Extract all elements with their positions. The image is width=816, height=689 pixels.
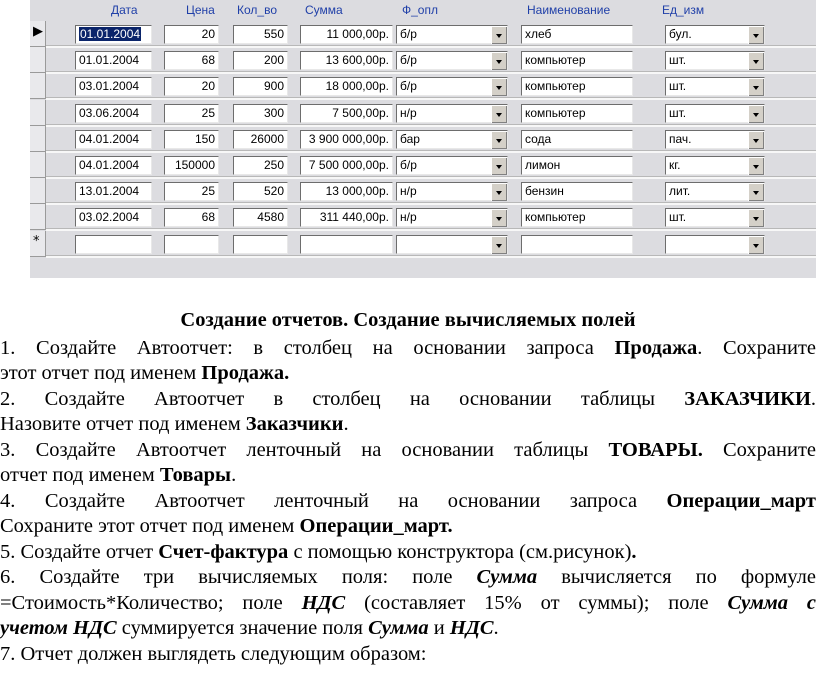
payment-dropdown[interactable] [396, 77, 508, 96]
item-number: 1. [0, 336, 37, 359]
item-text: Создайте три вычисляемых поля: поле [39, 566, 477, 588]
date-field[interactable]: 01.01.2004 [75, 51, 152, 70]
record-selector[interactable] [30, 100, 46, 126]
emphasis-text: Продажа. [201, 362, 290, 384]
chevron-down-icon [753, 34, 759, 38]
dropdown-button[interactable] [748, 209, 764, 227]
payment-dropdown-value: б/р [400, 158, 417, 172]
item-text: . [343, 413, 349, 435]
date-field[interactable]: 03.06.2004 [75, 104, 152, 123]
name-field[interactable]: компьютер [521, 51, 633, 70]
dropdown-button[interactable] [748, 157, 764, 175]
record-row [30, 152, 816, 179]
sum-field[interactable] [300, 235, 393, 254]
item-text: Назовите отчет под именем [0, 413, 246, 435]
item-text: . [231, 464, 237, 486]
price-field[interactable]: 150 [164, 130, 219, 149]
page-title: Создание отчетов. Создание вычисляемых полей [180, 309, 636, 331]
record-row [30, 73, 816, 100]
unit-dropdown[interactable] [665, 77, 765, 96]
record-selector[interactable] [30, 152, 46, 178]
chevron-down-icon [496, 139, 502, 143]
emphasis-text: ЗАКАЗЧИКИ [684, 387, 811, 410]
chevron-down-icon [753, 86, 759, 90]
item-text: и [428, 617, 450, 639]
chevron-down-icon [753, 244, 759, 248]
task-item-continuation [0, 514, 816, 540]
emphasis-text: Счет-фактура [158, 540, 289, 563]
header-name: Наименование [527, 3, 611, 17]
date-field[interactable] [75, 235, 152, 254]
unit-dropdown[interactable] [665, 156, 765, 175]
item-number: 6. [0, 566, 40, 588]
emphasis-text: Сумма [368, 617, 429, 639]
item-text: . Сохраните [697, 336, 816, 359]
name-field[interactable]: компьютер [521, 104, 633, 123]
task-item [0, 438, 816, 464]
item-text: Создайте Автоотчет в столбец на основании таблицы [44, 387, 685, 410]
chevron-down-icon [753, 165, 759, 169]
record-row [30, 204, 816, 231]
price-field[interactable]: 68 [164, 51, 219, 70]
chevron-down-icon [496, 113, 502, 117]
dropdown-button[interactable] [748, 26, 764, 44]
emphasis-text: . [631, 540, 637, 563]
payment-dropdown[interactable] [396, 104, 508, 123]
date-field[interactable]: 03.02.2004 [75, 208, 152, 227]
new-record-icon: * [33, 233, 40, 249]
chevron-down-icon [496, 86, 502, 90]
record-selector[interactable] [30, 47, 46, 73]
price-field[interactable]: 150000 [164, 156, 219, 175]
item-number: 7. [0, 642, 21, 665]
qty-field[interactable]: 250 [233, 156, 288, 175]
chevron-down-icon [496, 34, 502, 38]
record-selector[interactable] [30, 73, 46, 99]
payment-dropdown[interactable] [396, 235, 508, 254]
unit-dropdown-value: пач. [669, 131, 692, 146]
item-number: 5. [0, 540, 21, 563]
emphasis-text: НДС [449, 617, 494, 639]
payment-dropdown-value: н/р [400, 210, 417, 225]
item-text: . [493, 617, 499, 639]
dropdown-button[interactable] [491, 131, 507, 149]
item-text: Создайте Автоотчет: в столбец на основании запроса [36, 336, 615, 359]
payment-dropdown-value: бар [400, 131, 420, 146]
unit-dropdown-value: шт. [669, 53, 687, 68]
item-text: Сохраните этот отчет под именем [0, 515, 300, 537]
task-item-continuation [0, 616, 816, 642]
emphasis-text: НДС [301, 591, 346, 614]
dropdown-button[interactable] [491, 78, 507, 96]
name-field[interactable]: бензин [521, 182, 633, 201]
payment-dropdown[interactable] [396, 182, 508, 201]
task-item [0, 336, 816, 362]
item-text: Создайте Автоотчет ленточный на основании таблицы [35, 438, 609, 461]
item-number: 3. [0, 438, 36, 461]
task-item-continuation [0, 591, 816, 617]
unit-dropdown[interactable] [665, 182, 765, 201]
dropdown-button[interactable] [491, 105, 507, 123]
emphasis-text: Операции_март [666, 489, 816, 512]
task-item [0, 489, 816, 515]
task-item [0, 642, 816, 668]
access-form [30, 0, 816, 278]
sum-field[interactable]: 311 440,00р. [300, 208, 393, 227]
price-field[interactable]: 20 [164, 77, 219, 96]
record-row [30, 21, 816, 48]
task-item-continuation [0, 361, 816, 387]
new-record-row [30, 231, 816, 258]
sum-field[interactable]: 13 000,00р. [300, 182, 393, 201]
payment-dropdown[interactable] [396, 208, 508, 227]
unit-dropdown[interactable] [665, 25, 765, 44]
item-text: Создайте Автоотчет ленточный на основании запроса [44, 489, 667, 512]
name-field[interactable]: сода [521, 130, 633, 149]
item-text: с помощью конструктора (см.рисунок) [288, 540, 632, 563]
unit-dropdown-value: кг. [669, 158, 681, 172]
name-field[interactable]: лимон [521, 156, 633, 175]
item-text: этот отчет под именем [0, 362, 202, 384]
payment-dropdown-value: н/р [400, 105, 417, 120]
item-text: суммируется значение поля [116, 617, 369, 639]
row-divider [46, 255, 816, 258]
qty-field[interactable]: 200 [233, 51, 288, 70]
sum-field[interactable]: 11 000,00р. [300, 25, 393, 44]
payment-dropdown[interactable] [396, 25, 508, 44]
header-unit: Ед_изм [662, 3, 705, 17]
chevron-down-icon [496, 217, 502, 221]
unit-dropdown[interactable] [665, 208, 765, 227]
dropdown-button[interactable] [491, 209, 507, 227]
dropdown-button[interactable] [491, 236, 507, 254]
item-text: Отчет должен выглядеть следующим образом: [20, 642, 427, 665]
item-text: . [810, 387, 816, 410]
task-item-continuation [0, 412, 816, 438]
dropdown-button[interactable] [491, 26, 507, 44]
dropdown-button[interactable] [748, 236, 764, 254]
unit-dropdown[interactable] [665, 235, 765, 254]
header-sum: Сумма [305, 3, 343, 17]
dropdown-button[interactable] [748, 78, 764, 96]
chevron-down-icon [496, 60, 502, 64]
date-field[interactable]: 04.01.2004 [75, 156, 152, 175]
date-field[interactable]: 13.01.2004 [75, 182, 152, 201]
header-price: Цена [186, 3, 215, 17]
date-field[interactable]: 01.01.2004 [75, 25, 152, 44]
emphasis-text: Сумма с [727, 591, 816, 614]
item-text: =Стоимость*Количество; поле [0, 591, 302, 614]
payment-dropdown[interactable] [396, 130, 508, 149]
sum-field[interactable]: 18 000,00р. [300, 77, 393, 96]
emphasis-text: Продажа [614, 336, 698, 359]
sum-field[interactable]: 7 500,00р. [300, 104, 393, 123]
chevron-down-icon [496, 191, 502, 195]
document-body [0, 308, 816, 667]
payment-dropdown[interactable] [396, 51, 508, 70]
item-text: Сохраните [702, 438, 816, 461]
emphasis-text: Операции_март. [299, 515, 453, 537]
qty-field[interactable]: 550 [233, 25, 288, 44]
record-selector[interactable] [30, 204, 46, 230]
sum-field[interactable]: 13 600,00р. [300, 51, 393, 70]
task-item [0, 565, 816, 591]
unit-dropdown-value: бул. [669, 27, 692, 41]
unit-dropdown-value: шт. [669, 105, 687, 120]
qty-field[interactable]: 900 [233, 77, 288, 96]
qty-field[interactable]: 26000 [233, 130, 288, 149]
qty-field[interactable] [233, 235, 288, 254]
dropdown-button[interactable] [748, 183, 764, 201]
item-text: вычисляется по формуле [537, 566, 816, 588]
emphasis-text: ТОВАРЫ. [608, 438, 703, 461]
price-field[interactable]: 25 [164, 182, 219, 201]
payment-dropdown-value: б/р [400, 27, 417, 41]
current-record-icon: ▶ [33, 24, 43, 39]
item-text: отчет под именем [0, 464, 160, 486]
dropdown-button[interactable] [491, 52, 507, 70]
unit-dropdown[interactable] [665, 104, 765, 123]
dropdown-button[interactable] [491, 183, 507, 201]
record-selector[interactable] [30, 126, 46, 152]
chevron-down-icon [753, 139, 759, 143]
chevron-down-icon [753, 60, 759, 64]
dropdown-button[interactable] [491, 157, 507, 175]
date-field[interactable]: 04.01.2004 [75, 130, 152, 149]
price-field[interactable]: 68 [164, 208, 219, 227]
payment-dropdown-value: б/р [400, 53, 417, 68]
emphasis-text: Заказчики [245, 413, 344, 435]
header-payment: Ф_опл [402, 3, 438, 17]
item-text: Создайте отчет [20, 540, 159, 563]
chevron-down-icon [753, 113, 759, 117]
unit-dropdown[interactable] [665, 130, 765, 149]
record-selector[interactable] [30, 178, 46, 204]
record-row [30, 47, 816, 74]
record-row [30, 178, 816, 205]
task-list [0, 336, 816, 668]
emphasis-text: учетом НДС [0, 617, 117, 639]
date-field[interactable]: 03.01.2004 [75, 77, 152, 96]
dropdown-button[interactable] [748, 52, 764, 70]
task-item-continuation [0, 463, 816, 489]
qty-field[interactable]: 4580 [233, 208, 288, 227]
record-selector[interactable] [30, 231, 46, 257]
price-field[interactable] [164, 235, 219, 254]
name-field[interactable]: компьютер [521, 208, 633, 227]
unit-dropdown[interactable] [665, 51, 765, 70]
task-item [0, 540, 816, 566]
dropdown-button[interactable] [748, 131, 764, 149]
qty-field[interactable]: 520 [233, 182, 288, 201]
chevron-down-icon [753, 191, 759, 195]
name-field[interactable] [521, 235, 633, 254]
chevron-down-icon [753, 217, 759, 221]
chevron-down-icon [496, 165, 502, 169]
record-selector[interactable] [30, 21, 46, 47]
price-field[interactable]: 20 [164, 25, 219, 44]
unit-dropdown-value: шт. [669, 79, 687, 94]
unit-dropdown-value: шт. [669, 210, 687, 225]
chevron-down-icon [496, 244, 502, 248]
name-field[interactable]: компьютер [521, 77, 633, 96]
header-qty: Кол_во [237, 3, 277, 17]
item-number: 2. [0, 387, 45, 410]
record-row [30, 126, 816, 153]
payment-dropdown-value: н/р [400, 184, 417, 199]
header-date: Дата [111, 3, 138, 17]
price-field[interactable]: 25 [164, 104, 219, 123]
sum-field[interactable]: 7 500 000,00р. [300, 156, 393, 175]
sum-field[interactable]: 3 900 000,00р. [300, 130, 393, 149]
record-row [30, 100, 816, 127]
dropdown-button[interactable] [748, 105, 764, 123]
item-number: 4. [0, 489, 45, 512]
item-text: (составляет 15% от суммы); поле [345, 591, 728, 614]
payment-dropdown-value: б/р [400, 79, 417, 94]
name-field[interactable]: хлеб [521, 25, 633, 44]
task-item [0, 387, 816, 413]
payment-dropdown[interactable] [396, 156, 508, 175]
qty-field[interactable]: 300 [233, 104, 288, 123]
emphasis-text: Товары [159, 464, 232, 486]
emphasis-text: Сумма [476, 566, 538, 588]
unit-dropdown-value: лит. [669, 184, 691, 199]
